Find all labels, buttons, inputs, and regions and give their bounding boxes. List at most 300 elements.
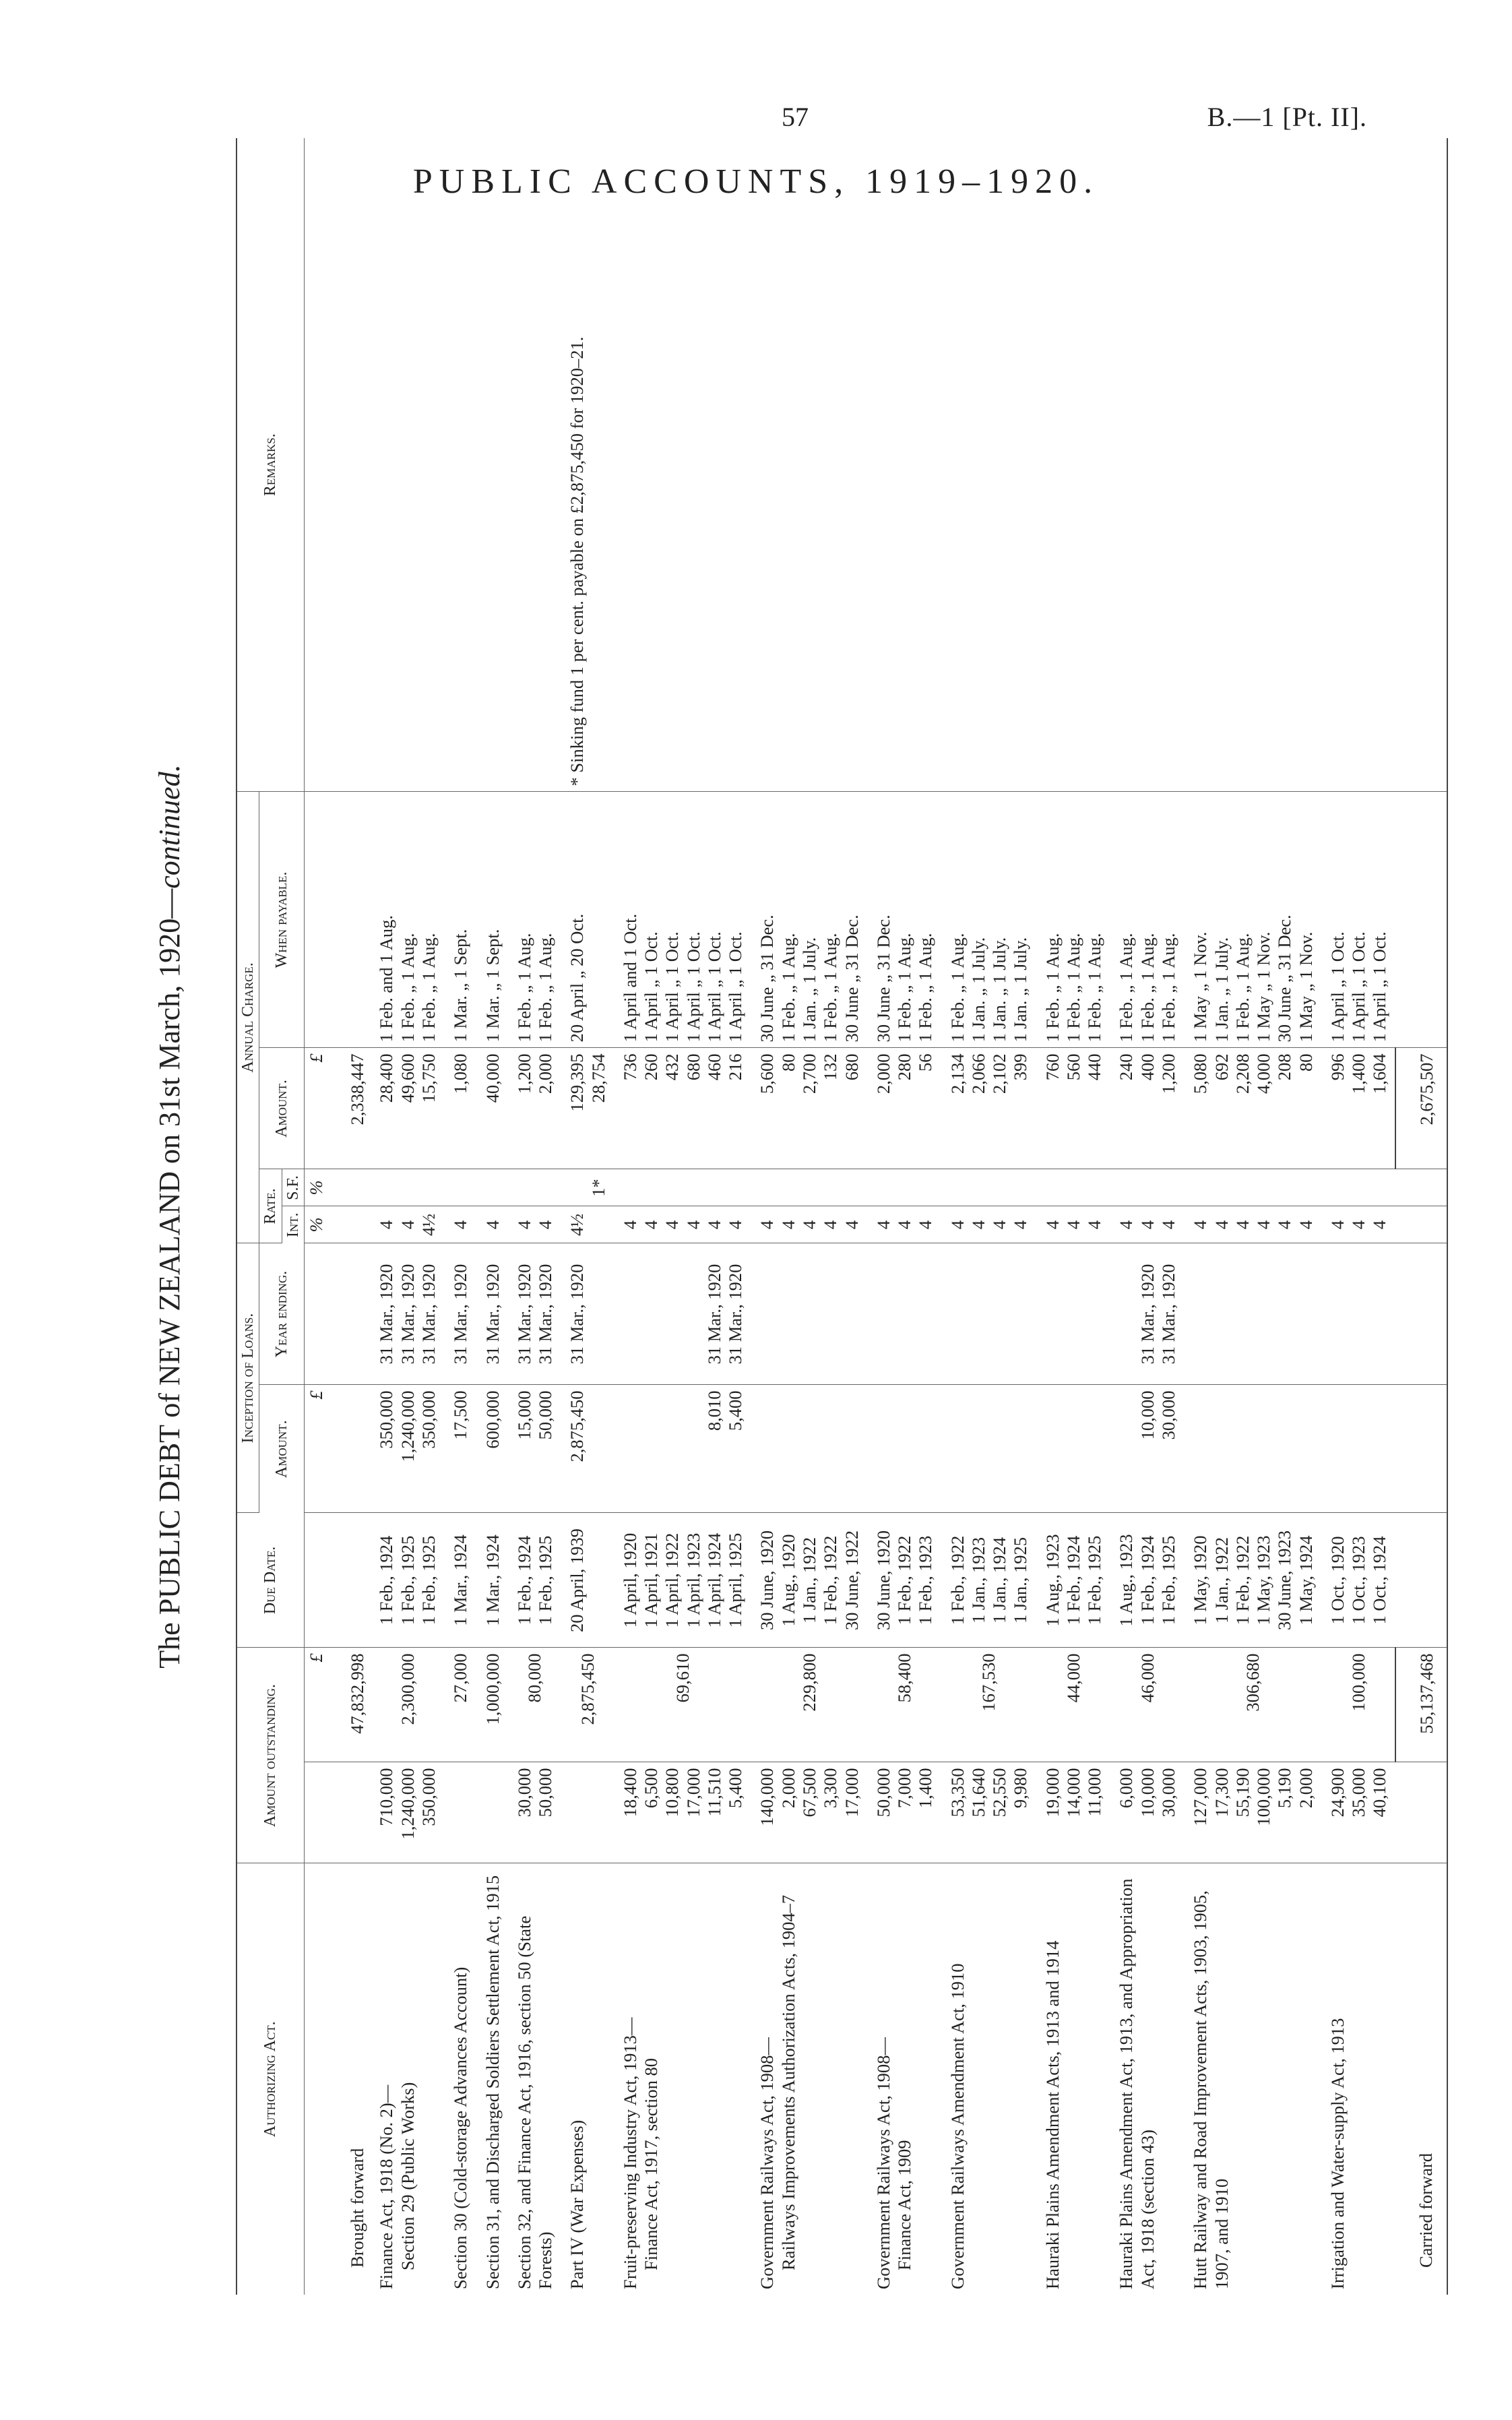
- outstanding-item-cell: [369, 1762, 443, 1863]
- inception-amount: 15,000: [513, 1390, 534, 1440]
- remarks-cell: [476, 138, 507, 792]
- charge-amount: 208: [1274, 1053, 1295, 1081]
- due-date: 1 Aug., 1923: [1042, 1534, 1063, 1627]
- charge-amount-cell: [507, 1048, 561, 1169]
- inception-amount: 2,875,450: [567, 1390, 588, 1462]
- when-payable: 1 Feb. „ 1 Aug.: [513, 933, 534, 1043]
- when-payable: 1 Feb. „ 1 Aug.: [915, 933, 936, 1043]
- debt-group-row: [1036, 138, 1110, 2295]
- due-date: 1 Feb., 1922: [894, 1535, 915, 1625]
- charge-amount: 2,700: [798, 1053, 819, 1094]
- when-payable: 1 April and 1 Oct.: [619, 913, 640, 1043]
- authorizing-act-line: Government Railways Act, 1908—: [873, 2037, 893, 2289]
- charge-amount: 80: [1295, 1053, 1316, 1072]
- rate-sf: [450, 1175, 471, 1200]
- outstanding-item: 1,400: [915, 1768, 936, 1809]
- inception-amount: [799, 1391, 820, 1508]
- table-title-suffix: continued.: [153, 764, 186, 889]
- rate-int: 4: [1137, 1220, 1158, 1230]
- charge-amount: 996: [1327, 1053, 1348, 1081]
- when-payable: 1 May „ 1 Nov.: [1295, 931, 1316, 1043]
- when-payable: 1 April „ 1 Oct.: [641, 931, 662, 1043]
- authorizing-act-line: Irrigation and Water-supply Act, 1913: [1327, 2018, 1348, 2289]
- inception-amount: [820, 1391, 841, 1508]
- inception-amount-cell: [1321, 1385, 1395, 1513]
- debt-group-row: [867, 138, 941, 2295]
- year-ending: [1010, 1249, 1031, 1379]
- charge-amount-cell: [941, 1048, 1036, 1169]
- rate-sf-cell: [369, 1169, 443, 1206]
- rate-int: 4: [683, 1220, 703, 1230]
- outstanding-total: 100,000: [1321, 1648, 1395, 1762]
- inception-amount-cell: [1183, 1385, 1321, 1513]
- rate-sf: [1296, 1175, 1317, 1200]
- when-payable-cell: [941, 792, 1036, 1048]
- rate-sf-cell: [476, 1169, 507, 1206]
- authorizing-act-line: Finance Act, 1909: [894, 2140, 915, 2270]
- due-date: 1 Oct., 1923: [1348, 1536, 1369, 1625]
- due-date-cell: [941, 1513, 1036, 1648]
- header-inception-amount: Amount.: [259, 1385, 305, 1513]
- rate-sf: [398, 1175, 418, 1200]
- year-ending-cell: [507, 1243, 561, 1385]
- rate-sf: [778, 1175, 799, 1200]
- rate-sf: [514, 1175, 535, 1200]
- rate-int: 4: [1042, 1220, 1063, 1230]
- charge-amount: 4,000: [1253, 1053, 1274, 1094]
- charge-amount: 5,080: [1190, 1053, 1211, 1094]
- due-date-cell: [476, 1513, 507, 1648]
- inception-amount: [894, 1391, 915, 1508]
- table-title: [152, 138, 187, 2295]
- authorizing-act-cell: [507, 1863, 561, 2295]
- remarks-cell: [443, 138, 475, 792]
- header-row-1: [237, 138, 259, 2295]
- rate-int: 4: [513, 1220, 534, 1230]
- due-date: 1 Feb., 1925: [397, 1535, 418, 1625]
- rate-int: 4: [1369, 1220, 1390, 1230]
- when-payable: 1 April „ 1 Oct.: [703, 931, 724, 1043]
- debt-group-row: [476, 138, 507, 2295]
- rate-int: 4: [619, 1220, 640, 1230]
- rate-int: 4: [1295, 1220, 1316, 1230]
- rate-int: 4: [915, 1220, 936, 1230]
- inception-amount-cell: [560, 1385, 613, 1513]
- when-payable-cell: [443, 792, 475, 1048]
- due-date: 30 June, 1920: [757, 1530, 778, 1630]
- rate-int-cell: [1109, 1206, 1183, 1243]
- due-date: 1 April, 1923: [683, 1532, 703, 1628]
- debt-group-row: [369, 138, 443, 2295]
- due-date: 1 Aug., 1920: [778, 1534, 798, 1627]
- when-payable: 30 June „ 31 Dec.: [757, 914, 778, 1043]
- header-rate: Rate.: [259, 1169, 282, 1243]
- rate-sf-cell: [443, 1169, 475, 1206]
- due-date: 1 April, 1924: [703, 1532, 724, 1628]
- authorizing-act-line: Government Railways Amendment Act, 1910: [947, 1963, 968, 2289]
- rate-sf: [757, 1175, 778, 1200]
- charge-amount: 2,000: [873, 1053, 893, 1094]
- year-ending: [1348, 1249, 1369, 1379]
- due-date-cell: [1036, 1513, 1110, 1648]
- rate-int: 4: [798, 1220, 819, 1230]
- when-payable: 1 May „ 1 Nov.: [1190, 931, 1211, 1043]
- year-ending: [820, 1249, 841, 1379]
- outstanding-item: 17,000: [683, 1768, 703, 1818]
- debt-group-row: [1109, 138, 1183, 2295]
- outstanding-item: 14,000: [1063, 1768, 1083, 1818]
- authorizing-act-line: Finance Act, 1917, section 80: [641, 2058, 662, 2270]
- blank-cell: [1395, 1206, 1447, 1243]
- year-ending: [842, 1249, 862, 1379]
- rate-sf-cell: [750, 1169, 866, 1206]
- inception-amount-cell: [867, 1385, 941, 1513]
- outstanding-item: 11,000: [1084, 1768, 1105, 1817]
- when-payable: 1 Feb. „ 1 Aug.: [397, 933, 418, 1043]
- year-ending: 31 Mar., 1920: [725, 1264, 746, 1365]
- outstanding-item: 53,350: [947, 1768, 968, 1818]
- authorizing-act-line: Government Railways Act, 1908—: [757, 2037, 778, 2289]
- charge-amount-cell: [443, 1048, 475, 1169]
- inception-amount-cell: [507, 1385, 561, 1513]
- year-ending: [1253, 1249, 1274, 1379]
- year-ending: [588, 1249, 609, 1379]
- when-payable: 1 Mar. „ 1 Sept.: [450, 929, 471, 1043]
- header-when-payable: When payable.: [259, 792, 305, 1048]
- when-payable-cell: [1321, 792, 1395, 1048]
- outstanding-item: 19,000: [1042, 1768, 1063, 1818]
- year-ending: [1042, 1249, 1063, 1379]
- authorizing-act-cell: [476, 1863, 507, 2295]
- year-ending: [1274, 1249, 1295, 1379]
- rate-sf: [620, 1175, 641, 1200]
- inception-amount: [1190, 1391, 1211, 1508]
- outstanding-item: 140,000: [757, 1768, 778, 1826]
- year-ending: [947, 1249, 968, 1379]
- rate-sf: [1137, 1175, 1158, 1200]
- due-date: 1 Jan., 1924: [989, 1537, 1010, 1624]
- rate-sf: [1327, 1175, 1348, 1200]
- due-date: 1 Oct., 1920: [1327, 1536, 1348, 1625]
- due-date: 1 Feb., 1925: [1084, 1535, 1105, 1625]
- blank-cell: [1395, 1385, 1447, 1513]
- due-date: 20 April, 1939: [567, 1528, 588, 1632]
- rate-int-cell: [750, 1206, 866, 1243]
- authorizing-act-cell: [560, 1863, 613, 2295]
- year-ending: [641, 1249, 662, 1379]
- year-ending: [757, 1249, 778, 1379]
- charge-amount: 132: [820, 1053, 841, 1081]
- rate-sf: [662, 1175, 683, 1200]
- rate-int: 4: [1063, 1220, 1083, 1230]
- inception-amount: [1010, 1391, 1031, 1508]
- year-ending: [894, 1249, 915, 1379]
- charge-amount: 2,066: [968, 1053, 988, 1094]
- rate-sf: [1010, 1175, 1031, 1200]
- rate-int: 4: [376, 1220, 397, 1230]
- outstanding-item: 1,240,000: [397, 1768, 418, 1840]
- authorizing-act-line: Section 30 (Cold-storage Advances Account): [450, 1966, 471, 2289]
- rate-int: 4: [482, 1220, 503, 1230]
- authorizing-act-line: Fruit-preserving Industry Act, 1913—: [619, 2017, 640, 2289]
- inception-amount-cell: [750, 1385, 866, 1513]
- outstanding-total: 46,000: [1109, 1648, 1183, 1762]
- due-date: 1 Feb., 1923: [915, 1535, 936, 1625]
- remarks-cell: [369, 138, 443, 792]
- outstanding-item-cell: [476, 1762, 507, 1863]
- when-payable: 1 Feb. „ 1 Aug.: [1063, 933, 1083, 1043]
- rate-int: 4: [703, 1220, 724, 1230]
- when-payable: 1 Jan. „ 1 July.: [798, 937, 819, 1043]
- inception-amount-cell: [369, 1385, 443, 1513]
- year-ending: 31 Mar., 1920: [376, 1264, 397, 1365]
- rate-sf: [567, 1175, 588, 1200]
- year-ending: 31 Mar., 1920: [1158, 1264, 1178, 1365]
- outstanding-item-cell: [941, 1762, 1036, 1863]
- outstanding-item: 30,000: [1158, 1768, 1178, 1818]
- due-date-cell: [443, 1513, 475, 1648]
- inception-amount: [1274, 1391, 1295, 1508]
- due-date: 1 Aug., 1923: [1116, 1534, 1137, 1627]
- rate-sf: [1063, 1175, 1084, 1200]
- charge-amount: 2,134: [947, 1053, 968, 1094]
- when-payable: 1 May „ 1 Nov.: [1253, 931, 1274, 1043]
- when-payable: 1 April „ 1 Oct.: [1348, 931, 1369, 1043]
- inception-amount: [683, 1391, 704, 1508]
- when-payable-cell: [369, 792, 443, 1048]
- rate-sf: 1*: [588, 1179, 608, 1197]
- when-payable: 1 Feb. „ 1 Aug.: [418, 933, 439, 1043]
- authorizing-act-line: Railways Improvements Authorization Acts, 1904–7: [778, 1894, 798, 2270]
- rate-sf: [535, 1175, 556, 1200]
- charge-amount: 440: [1084, 1053, 1105, 1081]
- charge-amount: 28,754: [588, 1053, 608, 1103]
- charge-amount: 1,200: [1158, 1053, 1178, 1094]
- remarks-cell: * Sinking fund 1 per cent. payable on £2,875,450 for 1920–21.: [560, 138, 613, 792]
- authorizing-act-line: Section 31, and Discharged Soldiers Settlement Act, 1915: [482, 1875, 503, 2289]
- rate-int: 4: [894, 1220, 915, 1230]
- year-ending-cell: [1321, 1243, 1395, 1385]
- when-payable: 1 April „ 1 Oct.: [725, 931, 746, 1043]
- brought-forward-row: [328, 138, 369, 2295]
- outstanding-item-cell: [1321, 1762, 1395, 1863]
- year-ending: [1063, 1249, 1084, 1379]
- year-ending-cell: [369, 1243, 443, 1385]
- when-payable-cell: [476, 792, 507, 1048]
- when-payable-cell: [867, 792, 941, 1048]
- rate-int: 4: [1348, 1220, 1369, 1230]
- authorizing-act-line: Hauraki Plains Amendment Act, 1913, and Appropriation Act, 1918 (section 43): [1116, 1878, 1158, 2289]
- rate-sf: [1190, 1175, 1211, 1200]
- when-payable: 20 April „ 20 Oct.: [567, 913, 588, 1043]
- inception-amount-cell: [1036, 1385, 1110, 1513]
- inception-amount: 350,000: [376, 1390, 397, 1449]
- due-date: 1 Jan., 1922: [1211, 1537, 1232, 1624]
- authorizing-act-cell: [1109, 1863, 1183, 2295]
- year-ending: [915, 1249, 936, 1379]
- year-ending: 31 Mar., 1920: [418, 1264, 439, 1365]
- outstanding-item: 67,500: [798, 1768, 819, 1818]
- rate-int-cell: [507, 1206, 561, 1243]
- carried-forward-blank: [1395, 1762, 1447, 1863]
- outstanding-item: 5,190: [1274, 1768, 1295, 1809]
- year-ending: [1327, 1249, 1348, 1379]
- due-date-cell: [750, 1513, 866, 1648]
- inception-amount: [989, 1391, 1010, 1508]
- when-payable-cell: [507, 792, 561, 1048]
- year-ending: [968, 1249, 989, 1379]
- outstanding-item: 51,640: [968, 1768, 988, 1818]
- due-date-cell: [867, 1513, 941, 1648]
- remarks-cell: [1183, 138, 1321, 792]
- rate-sf: [1084, 1175, 1105, 1200]
- year-ending-cell: [750, 1243, 866, 1385]
- authorizing-act-line: Finance Act, 1918 (No. 2)—: [376, 2084, 397, 2289]
- rate-sf-cell: [1321, 1169, 1395, 1206]
- remarks-cell: [507, 138, 561, 792]
- year-ending: 31 Mar., 1920: [397, 1264, 418, 1365]
- due-date: 1 Feb., 1925: [535, 1535, 556, 1625]
- inception-amount: [1084, 1391, 1105, 1508]
- inception-amount: 8,010: [703, 1390, 724, 1431]
- inception-amount: [1063, 1391, 1084, 1508]
- charge-amount-cell: [369, 1048, 443, 1169]
- header-int: Int.: [282, 1206, 304, 1243]
- outstanding-item-cell: [613, 1762, 751, 1863]
- unit-percent: %: [304, 1169, 328, 1206]
- inception-amount: 10,000: [1137, 1390, 1158, 1440]
- rate-sf-cell: [941, 1169, 1036, 1206]
- year-ending: [1190, 1249, 1211, 1379]
- outstanding-item: [567, 1768, 588, 1858]
- rotated-table-block: [153, 138, 1437, 2295]
- due-date: 1 Feb., 1924: [376, 1535, 397, 1625]
- authorizing-act-cell: [941, 1863, 1036, 2295]
- debt-group-row: [613, 138, 751, 2295]
- when-payable: 1 Feb. „ 1 Aug.: [1137, 933, 1158, 1043]
- carried-forward-total: 55,137,468: [1395, 1648, 1447, 1762]
- due-date: 1 April, 1920: [619, 1532, 640, 1628]
- when-payable: 1 Feb. „ 1 Aug.: [947, 933, 968, 1043]
- due-date-cell: [560, 1513, 613, 1648]
- rate-int: 4: [947, 1220, 968, 1230]
- rate-int-cell: [1183, 1206, 1321, 1243]
- outstanding-item: 50,000: [873, 1768, 893, 1818]
- when-payable-cell: [750, 792, 866, 1048]
- outstanding-total: 1,000,000: [476, 1648, 507, 1762]
- charge-amount: 560: [1063, 1053, 1083, 1081]
- unit-row: [304, 138, 328, 2295]
- unit-pound: £: [304, 1048, 328, 1169]
- rate-int-cell: [476, 1206, 507, 1243]
- when-payable: 1 Feb. „ 1 Aug.: [1084, 933, 1105, 1043]
- charge-amount: 680: [683, 1053, 703, 1081]
- rate-sf: [1348, 1175, 1369, 1200]
- year-ending: 31 Mar., 1920: [1137, 1264, 1158, 1365]
- blank-cell: [1395, 1243, 1447, 1385]
- rate-int: 4: [641, 1220, 662, 1230]
- charge-amount-cell: [867, 1048, 941, 1169]
- inception-amount: [1369, 1391, 1390, 1508]
- year-ending: [620, 1249, 641, 1379]
- year-ending: [683, 1249, 704, 1379]
- charge-amount: 2,000: [535, 1053, 556, 1094]
- charge-amount: 460: [703, 1053, 724, 1081]
- charge-amount-cell: [560, 1048, 613, 1169]
- charge-amount: 680: [841, 1053, 862, 1081]
- year-ending: [799, 1249, 820, 1379]
- outstanding-item: 17,300: [1211, 1768, 1232, 1818]
- outstanding-item-cell: [750, 1762, 866, 1863]
- outstanding-item-cell: [867, 1762, 941, 1863]
- rate-int-cell: [613, 1206, 751, 1243]
- unit-pound: £: [304, 1648, 328, 1762]
- outstanding-item: 17,000: [841, 1768, 862, 1818]
- charge-amount: 15,750: [418, 1053, 439, 1103]
- rate-int: 4: [1274, 1220, 1295, 1230]
- rate-int: 4: [1116, 1220, 1137, 1230]
- table-title-text: The PUBLIC DEBT of NEW ZEALAND on 31st March, 1920—: [153, 888, 186, 1669]
- inception-amount: 5,400: [725, 1390, 746, 1431]
- when-payable: 1 Feb. „ 1 Aug.: [1232, 933, 1253, 1043]
- rate-int: [588, 1212, 609, 1237]
- year-ending-cell: [476, 1243, 507, 1385]
- when-payable: 1 Jan. „ 1 July.: [989, 937, 1010, 1043]
- rate-sf-cell: [560, 1169, 613, 1206]
- year-ending: [1084, 1249, 1105, 1379]
- outstanding-item-cell: [1036, 1762, 1110, 1863]
- rate-int: 4: [841, 1220, 862, 1230]
- header-remarks: Remarks.: [237, 138, 304, 792]
- outstanding-item: 2,000: [778, 1768, 798, 1809]
- charge-amount: 129,395: [567, 1053, 588, 1112]
- when-payable: 1 Feb. „ 1 Aug.: [820, 933, 841, 1043]
- when-payable: [588, 797, 609, 1042]
- debt-group-row: [1321, 138, 1395, 2295]
- header-authorizing-act: Authorizing Act.: [237, 1863, 304, 2295]
- blank-cell: [1395, 138, 1447, 792]
- rate-int: 4: [873, 1220, 893, 1230]
- rate-int-cell: [941, 1206, 1036, 1243]
- rate-int: 4: [397, 1220, 418, 1230]
- charge-amount-cell: [1321, 1048, 1395, 1169]
- when-payable-cell: [1183, 792, 1321, 1048]
- charge-amount: 240: [1116, 1053, 1137, 1081]
- outstanding-item: 24,900: [1327, 1768, 1348, 1818]
- outstanding-total: 69,610: [613, 1648, 751, 1762]
- outstanding-item: 7,000: [894, 1768, 915, 1809]
- rate-sf: [482, 1175, 503, 1200]
- outstanding-item: 6,000: [1116, 1768, 1137, 1809]
- when-payable: 1 Feb. „ 1 Aug.: [1042, 933, 1063, 1043]
- outstanding-item: 350,000: [418, 1768, 439, 1826]
- year-ending: [873, 1249, 894, 1379]
- when-payable: 1 Feb. and 1 Aug.: [376, 915, 397, 1043]
- rate-sf: [873, 1175, 894, 1200]
- unit-pound: £: [304, 1385, 328, 1513]
- charge-amount: 736: [619, 1053, 640, 1081]
- debt-group-row: [750, 138, 866, 2295]
- due-date-cell: [613, 1513, 751, 1648]
- outstanding-total: 229,800: [750, 1648, 866, 1762]
- inception-amount: [620, 1391, 641, 1508]
- year-ending-cell: [867, 1243, 941, 1385]
- when-payable: 1 Feb. „ 1 Aug.: [535, 933, 556, 1043]
- when-payable: 30 June „ 31 Dec.: [873, 914, 893, 1043]
- year-ending: [778, 1249, 799, 1379]
- brought-forward-charge: 2,338,447: [328, 1048, 369, 1169]
- outstanding-item: 35,000: [1348, 1768, 1369, 1818]
